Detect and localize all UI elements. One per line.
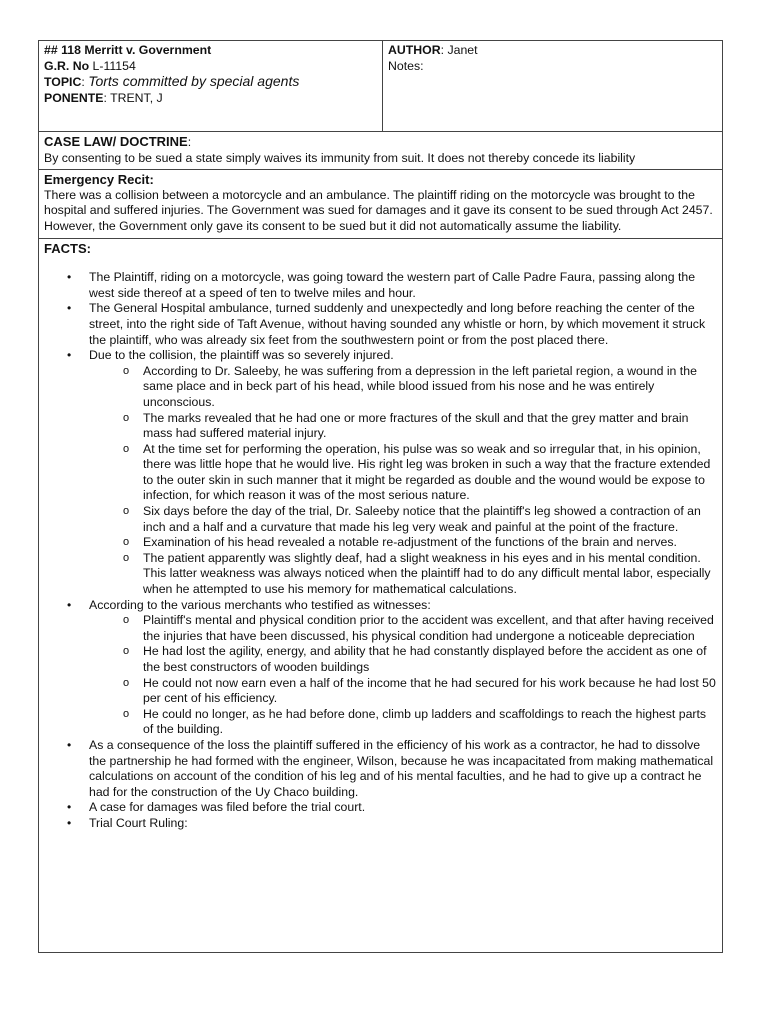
doctrine-cell: CASE LAW/ DOCTRINE: By consenting to be sued a state simply waives its immunity from suit. It does not thereby concede its liability (39, 132, 723, 170)
case-digest-page (38, 40, 723, 953)
case-digest-table (38, 40, 723, 953)
facts-cell (39, 238, 723, 952)
fact-subitem: o He could not now earn even a half of the income that he had secured for his work because he had lost 50 per cent of his efficiency. (143, 676, 717, 707)
case-info-cell (39, 41, 383, 132)
author-cell (383, 41, 723, 132)
ponente-value: TRENT, J (110, 90, 163, 105)
fact-sublist (89, 613, 717, 738)
fact-item (89, 270, 717, 301)
notes-label: Notes: (388, 58, 424, 73)
author-label: AUTHOR (388, 43, 441, 57)
fact-text: According to the various merchants who testified as witnesses: (89, 597, 431, 612)
fact-subitem: o He had lost the agility, energy, and ability that he had constantly displayed before the accident as one of the best constructors of wooden buildings (143, 644, 717, 675)
fact-item (89, 598, 717, 738)
fact-text: As a consequence of the loss the plaintiff suffered in the efficiency of his work as a contractor, he had to dissolve the partnership he had formed with the engineer, Wilson, because he was incapacitated from making mathematical calculations on account of the condition of his leg and of his mental faculties, and he had to give up a contract he had for the construction of the Uy Chaco building. (89, 737, 714, 799)
header-row (39, 41, 723, 132)
fact-subitem: o Six days before the day of the trial, Dr. Saleeby notice that the plaintiff's leg showed a contraction of an inch and a half and a curvature that made his leg very weak and painful at the point of the fracture. (143, 504, 717, 535)
recit-text: There was a collision between a motorcycle and an ambulance. The plaintiff riding on the motorcycle was brought to the hospital and suffered injuries. The Government was sued for damages and it gave its consent to be sued through Act 2457. However, the Government only gave its consent to be sued but it did not automatically assume the liability. (44, 187, 713, 233)
fact-item (89, 348, 717, 598)
recit-label: Emergency Recit: (44, 172, 154, 188)
fact-subitem: o The patient apparently was slightly deaf, had a slight weakness in his eyes and in his mental condition. This latter weakness was always noticed when the plaintiff had to do any difficult mental labor, especially when he attempted to use his memory for mathematical calculations. (143, 551, 717, 598)
fact-text: The General Hospital ambulance, turned suddenly and unexpectedly and long before reaching the center of the street, into the right side of Taft Avenue, without having sounded any whistle or horn, by which movement it struck the plaintiff, who was already six feet from the southwestern point or from the post placed there. (89, 301, 706, 347)
fact-text: The Plaintiff, riding on a motorcycle, was going toward the western part of Calle Padre Faura, passing along the west side thereof at a speed of ten to twelve miles and hour. (89, 270, 696, 300)
facts-label: FACTS: (44, 240, 91, 256)
fact-subitem: o He could no longer, as he had before done, climb up ladders and scaffoldings to reach the highest parts of the building. (143, 707, 717, 738)
doctrine-label: CASE LAW/ DOCTRINE (44, 134, 188, 149)
ponente: PONENTE: TRENT, J (44, 90, 163, 105)
doctrine-text: By consenting to be sued a state simply waives its immunity from suit. It does not thereby concede its liability (44, 150, 636, 165)
author-value: Janet (447, 43, 478, 57)
fact-item (89, 816, 717, 832)
fact-item (89, 738, 717, 800)
author: AUTHOR: Janet (388, 43, 478, 57)
case-title: ## 118 Merritt v. Government (44, 43, 212, 57)
fact-subitem: o The marks revealed that he had one or more fractures of the skull and that the grey matter and brain mass had suffered material injury. (143, 411, 717, 442)
fact-item (89, 800, 717, 816)
fact-text: Due to the collision, the plaintiff was so severely injured. (89, 348, 394, 363)
gr-label: G.R. No (44, 58, 90, 73)
fact-subitem: o According to Dr. Saleeby, he was suffering from a depression in the left parietal region, a wound in the same place and in beck part of his head, while blood issued from his nose and he was entirely unconscious. (143, 364, 717, 411)
gr-value: L-11154 (92, 58, 136, 73)
fact-subitem: o Plaintiff's mental and physical condition prior to the accident was excellent, and that after having received the injuries that have been discussed, his physical condition had undergone a noticeable depreciation (143, 613, 717, 644)
ponente-label: PONENTE (44, 90, 104, 105)
topic: TOPIC: Torts committed by special agents (44, 73, 300, 90)
fact-sublist (89, 364, 717, 598)
fact-item (89, 301, 717, 348)
facts-row (39, 238, 723, 952)
topic-value: Torts committed by special agents (88, 73, 300, 90)
facts-list (44, 270, 717, 831)
recit-cell (39, 170, 723, 238)
doctrine-row (39, 132, 723, 170)
fact-subitem: o Examination of his head revealed a notable re-adjustment of the functions of the brain and nerves. (143, 535, 717, 551)
gr-number (44, 59, 377, 75)
fact-text: A case for damages was filed before the trial court. (89, 800, 366, 815)
fact-text: Trial Court Ruling: (89, 815, 188, 830)
topic-label: TOPIC (44, 75, 82, 90)
fact-subitem: o At the time set for performing the operation, his pulse was so weak and so irregular that, in his opinion, there was little hope that he would live. His right leg was broken in such a way that the fracture extended to the outer skin in such manner that it might be regarded as double and the wound would be expose to infection, for which reason it was of the most serious nature. (143, 442, 717, 504)
recit-row (39, 170, 723, 238)
